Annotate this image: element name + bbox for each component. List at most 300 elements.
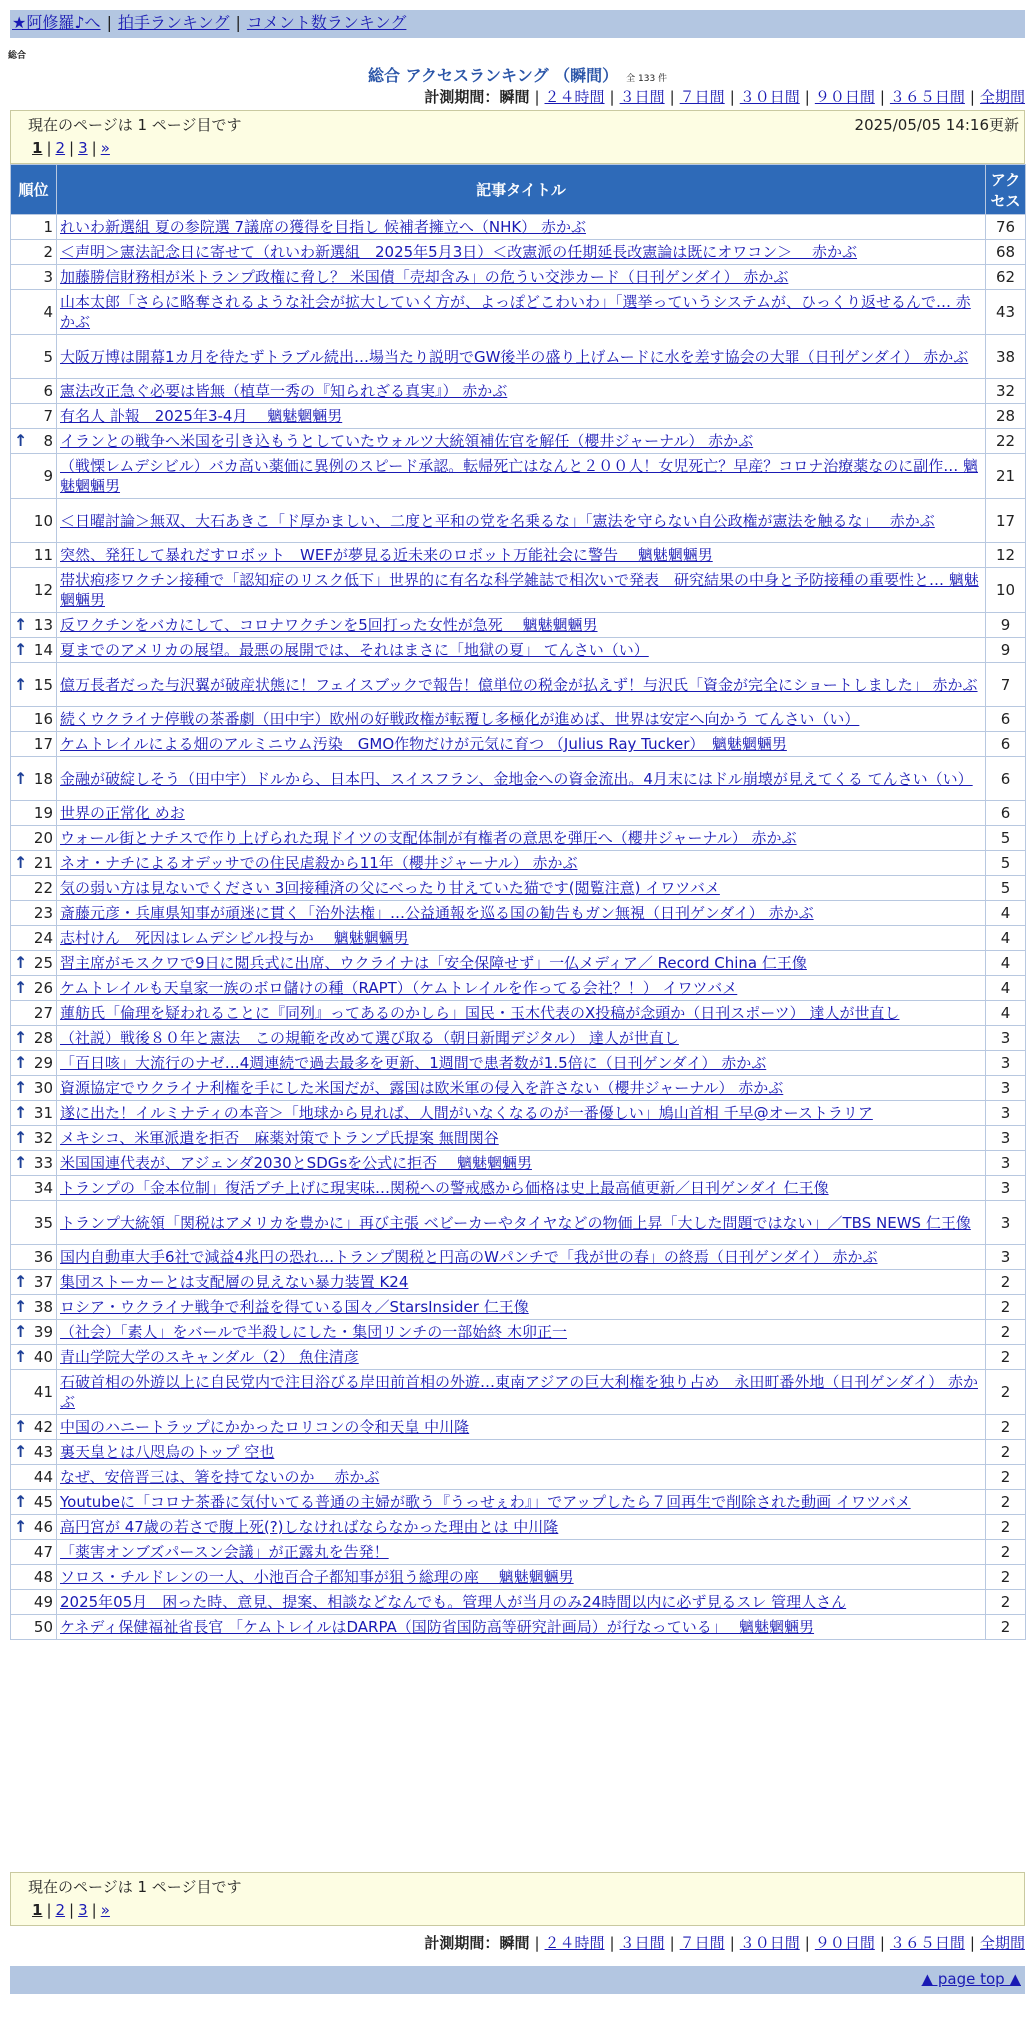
rank-cell xyxy=(11,1615,57,1640)
article-link[interactable]: （社説）戦後８０年と憲法 この規範を改めて選び取る（朝日新聞デジタル） 達人が世直し xyxy=(60,1029,679,1047)
rank-cell xyxy=(11,757,57,801)
total-count: 全 133 件 xyxy=(626,74,668,84)
rank-number: 49 xyxy=(33,1593,53,1611)
article-link[interactable]: ソロス・チルドレンの一人、小池百合子都知事が狙う総理の座 魑魅魍魎男 xyxy=(60,1568,574,1586)
table-row xyxy=(11,707,1026,732)
table-row xyxy=(11,1415,1026,1440)
rank-cell xyxy=(11,543,57,568)
table-row xyxy=(11,951,1026,976)
article-link[interactable]: 突然、発狂して暴れだすロボット WEFが夢見る近未来のロボット万能社会に警告 魑魅魍魎男 xyxy=(60,546,713,564)
rank-number: 26 xyxy=(33,979,53,997)
rank-cell xyxy=(11,1245,57,1270)
rank-number: 5 xyxy=(43,347,53,366)
title-cell xyxy=(57,826,986,851)
rank-number: 28 xyxy=(33,1029,53,1047)
page-link-3[interactable]: 3 xyxy=(78,139,88,157)
article-link[interactable]: ウォール街とナチスで作り上げられた現ドイツの支配体制が有権者の意思を弾圧へ（櫻井ジャーナル） 赤かぶ xyxy=(60,829,797,847)
article-link[interactable]: メキシコ、米軍派遣を拒否 麻薬対策でトランプ氏提案 無間関谷 xyxy=(60,1129,499,1147)
title-cell xyxy=(57,1465,986,1490)
title-cell xyxy=(57,926,986,951)
title-cell xyxy=(57,1615,986,1640)
rank-cell xyxy=(11,1176,57,1201)
table-row xyxy=(11,1540,1026,1565)
title-cell xyxy=(57,613,986,638)
table-row xyxy=(11,638,1026,663)
title-cell xyxy=(57,1590,986,1615)
article-link[interactable]: 有名人 訃報 2025年3-4月 魑魅魍魎男 xyxy=(60,407,343,425)
page-link-»[interactable]: » xyxy=(100,1901,110,1919)
table-row xyxy=(11,663,1026,707)
rank-number: 23 xyxy=(33,904,53,922)
table-row xyxy=(11,429,1026,454)
rank-cell xyxy=(11,1126,57,1151)
access-count: 68 xyxy=(986,240,1026,265)
rank-cell xyxy=(11,1270,57,1295)
up-arrow-icon: ↑ xyxy=(14,1153,28,1172)
access-count: 3 xyxy=(986,1245,1026,1270)
rank-cell xyxy=(11,801,57,826)
rank-number: 8 xyxy=(43,432,53,450)
period-current: 瞬間 xyxy=(499,88,530,106)
access-count: 10 xyxy=(986,568,1026,613)
rank-number: 36 xyxy=(33,1248,53,1266)
article-link[interactable]: Youtubeに「コロナ茶番に気付いてる普通の主婦が歌う『うっせぇわ』」でアップしたら７回再生で削除された動画 イワツバメ xyxy=(60,1493,911,1511)
rank-cell xyxy=(11,826,57,851)
rank-cell xyxy=(11,1051,57,1076)
article-link[interactable]: ネオ・ナチによるオデッサでの住民虐殺から11年（櫻井ジャーナル） 赤かぶ xyxy=(60,854,578,872)
table-row xyxy=(11,379,1026,404)
rank-cell xyxy=(11,1490,57,1515)
page-top-link[interactable]: ▲ page top ▲ xyxy=(921,1970,1021,1988)
period-link-3[interactable]: ３０日間 xyxy=(739,88,800,106)
title-cell xyxy=(57,1001,986,1026)
access-count: 6 xyxy=(986,732,1026,757)
title-cell xyxy=(57,951,986,976)
rank-number: 30 xyxy=(33,1079,53,1097)
rank-cell xyxy=(11,1465,57,1490)
title-cell xyxy=(57,1076,986,1101)
rank-cell xyxy=(11,1440,57,1465)
article-link[interactable]: 金融が破綻しそう（田中宇）ドルから、日本円、スイスフラン、金地金への資金流出。4月末にはドル崩壊が見えてくる てんさい（い） xyxy=(60,769,973,788)
title-cell xyxy=(57,1270,986,1295)
access-count: 76 xyxy=(986,215,1026,240)
article-link[interactable]: 青山学院大学のスキャンダル（2） 魚住清彦 xyxy=(60,1348,359,1366)
access-count: 43 xyxy=(986,290,1026,335)
up-arrow-icon: ↑ xyxy=(14,768,28,788)
pager-bottom: 1 | 2 | 3 | » xyxy=(32,1901,110,1919)
rank-number: 1 xyxy=(43,218,53,236)
period-selector-top: 計測期間：瞬間 | ２４時間 | ３日間 | ７日間 | ３０日間 | ９０日間 | ３６５日間 | 全期間 xyxy=(424,88,1025,106)
period-label: 計測期間： xyxy=(424,88,500,106)
table-row xyxy=(11,1320,1026,1345)
page-link-1[interactable]: 1 xyxy=(32,1901,43,1919)
rank-number: 38 xyxy=(33,1298,53,1316)
period-link-4[interactable]: ９０日間 xyxy=(814,1934,875,1952)
article-link[interactable]: 反ワクチンをバカにして、コロナワクチンを5回打った女性が急死 魑魅魍魎男 xyxy=(60,616,598,634)
title-cell xyxy=(57,976,986,1001)
access-count: 2 xyxy=(986,1540,1026,1565)
rank-cell xyxy=(11,638,57,663)
article-link[interactable]: 2025年05月 困った時、意見、提案、相談などなんでも。管理人が当月のみ24時間以内に必ず見るスレ 管理人さん xyxy=(60,1593,847,1611)
access-count: 38 xyxy=(986,335,1026,379)
rank-cell xyxy=(11,951,57,976)
table-row xyxy=(11,1295,1026,1320)
access-count: 2 xyxy=(986,1320,1026,1345)
article-link[interactable]: 「薬害オンブズパースン会議」が正露丸を告発！ xyxy=(60,1543,389,1561)
table-row xyxy=(11,1590,1026,1615)
up-arrow-icon: ↑ xyxy=(14,1078,28,1097)
article-link[interactable]: （社会）「素人」をバールで半殺しにした・集団リンチの一部始終 木卯正一 xyxy=(60,1323,567,1341)
access-count: 4 xyxy=(986,976,1026,1001)
article-link[interactable]: 国内自動車大手6社で減益4兆円の恐れ…トランプ関税と円高のWパンチで「我が世の春」の終焉（日刊ゲンダイ） 赤かぶ xyxy=(60,1248,878,1266)
article-link[interactable]: 憲法改正急ぐ必要は皆無（植草一秀の『知られざる真実』） 赤かぶ xyxy=(60,382,508,400)
rank-cell xyxy=(11,976,57,1001)
updated-time: 2025/05/05 14:16更新 xyxy=(854,116,1019,134)
title-cell xyxy=(57,404,986,429)
access-count: 4 xyxy=(986,951,1026,976)
period-link-4[interactable]: ９０日間 xyxy=(814,88,875,106)
rank-cell xyxy=(11,1345,57,1370)
article-link[interactable]: 山本太郎「さらに略奪されるような社会が拡大していく方が、よっぽどこわいわ」「選挙っていうシステムが、ひっくり返せるんで… 赤かぶ xyxy=(60,293,971,331)
table-row xyxy=(11,1001,1026,1026)
title-cell xyxy=(57,429,986,454)
period-link-5[interactable]: ３６５日間 xyxy=(889,88,965,106)
rank-cell xyxy=(11,335,57,379)
table-row xyxy=(11,1051,1026,1076)
article-link[interactable]: ロシア・ウクライナ戦争で利益を得ている国々／StarsInsider 仁王像 xyxy=(60,1298,529,1316)
rank-cell xyxy=(11,1515,57,1540)
title-cell xyxy=(57,732,986,757)
article-link[interactable]: れいわ新選組 夏の参院選 7議席の獲得を目指し 候補者擁立へ（NHK） 赤かぶ xyxy=(60,218,586,236)
table-row xyxy=(11,1201,1026,1245)
article-link[interactable]: ＜日曜討論＞無双、大石あきこ「ド厚かましい、二度と平和の党を名乗るな」「憲法を守らない自公政権が憲法を触るな」 赤かぶ xyxy=(60,511,935,530)
rank-cell xyxy=(11,290,57,335)
article-link[interactable]: 蓮舫氏「倫理を疑われることに『同列』ってあるのかしら」国民・玉木代表のX投稿が念頭か（日刊スポーツ） 達人が世直し xyxy=(60,1004,900,1022)
rank-number: 32 xyxy=(33,1129,53,1147)
rank-cell xyxy=(11,901,57,926)
access-count: 6 xyxy=(986,757,1026,801)
up-arrow-icon: ↑ xyxy=(14,1322,28,1341)
article-link[interactable]: 夏までのアメリカの展望。最悪の展開では、それはまさに「地獄の夏」 てんさい（い） xyxy=(60,641,649,659)
title-cell xyxy=(57,638,986,663)
table-row xyxy=(11,1245,1026,1270)
access-count: 2 xyxy=(986,1615,1026,1640)
page-info-bottom xyxy=(10,1872,1025,1926)
article-link[interactable]: 米国国連代表が、アジェンダ2030とSDGsを公式に拒否 魑魅魍魎男 xyxy=(60,1154,532,1172)
rank-cell xyxy=(11,1565,57,1590)
rank-number: 43 xyxy=(33,1443,53,1461)
access-count: 4 xyxy=(986,901,1026,926)
rank-cell xyxy=(11,1320,57,1345)
article-link[interactable]: 石破首相の外遊以上に自民党内で注目浴びる岸田前首相の外遊…東南アジアの巨大利権を独り占め 永田町番外地（日刊ゲンダイ） 赤かぶ xyxy=(60,1373,978,1411)
period-link-3[interactable]: ３０日間 xyxy=(739,1934,800,1952)
article-link[interactable]: トランプ大統領「関税はアメリカを豊かに」再び主張 ベビーカーやタイヤなどの物価上昇「大した問題ではない」／TBS NEWS 仁王像 xyxy=(60,1213,971,1232)
rank-number: 3 xyxy=(43,268,53,286)
table-row xyxy=(11,976,1026,1001)
access-count: 5 xyxy=(986,826,1026,851)
page-link-2[interactable]: 2 xyxy=(55,139,66,157)
title-cell xyxy=(57,851,986,876)
rank-cell xyxy=(11,454,57,499)
title-cell xyxy=(57,1370,986,1415)
article-link[interactable]: ＜声明＞憲法記念日に寄せて（れいわ新選組 2025年5月3日）＜改憲派の任期延長改憲論は既にオワコン＞ 赤かぶ xyxy=(60,243,858,261)
table-row xyxy=(11,613,1026,638)
access-count: 32 xyxy=(986,379,1026,404)
period-selector-bottom: 計測期間：瞬間 | ２４時間 | ３日間 | ７日間 | ３０日間 | ９０日間 | ３６５日間 | 全期間 xyxy=(424,1934,1025,1952)
article-link[interactable]: 気の弱い方は見ないでください 3回接種済の父にべったり甘えていた猫です(閲覧注意) イワツバメ xyxy=(60,879,720,897)
table-row xyxy=(11,290,1026,335)
period-link-2[interactable]: ７日間 xyxy=(679,88,725,106)
access-count: 4 xyxy=(986,1001,1026,1026)
up-arrow-icon: ↑ xyxy=(14,640,28,659)
article-link[interactable]: 斎藤元彦・兵庫県知事が頑迷に貫く「治外法権」…公益通報を巡る国の勧告もガン無視（日刊ゲンダイ） 赤かぶ xyxy=(60,904,814,922)
rank-cell xyxy=(11,1590,57,1615)
header-count: アクセス xyxy=(986,165,1026,215)
table-row xyxy=(11,265,1026,290)
rank-cell xyxy=(11,429,57,454)
page-link-3[interactable]: 3 xyxy=(78,1901,88,1919)
rank-number: 37 xyxy=(33,1273,53,1291)
rank-cell xyxy=(11,1076,57,1101)
page-info-top xyxy=(10,110,1025,164)
period-link-1[interactable]: ３日間 xyxy=(619,1934,665,1952)
rank-cell xyxy=(11,499,57,543)
rank-cell xyxy=(11,926,57,951)
table-row xyxy=(11,1270,1026,1295)
page-link-2[interactable]: 2 xyxy=(55,1901,66,1919)
table-row xyxy=(11,851,1026,876)
article-link[interactable]: 集団ストーカーとは支配層の見えない暴力装置 K24 xyxy=(60,1273,409,1291)
period-link-0[interactable]: ２４時間 xyxy=(544,1934,605,1952)
article-link[interactable]: 志村けん 死因はレムデシビル投与か 魑魅魍魎男 xyxy=(60,929,409,947)
rank-cell xyxy=(11,404,57,429)
rank-number: 11 xyxy=(33,546,53,564)
period-link-6[interactable]: 全期間 xyxy=(979,88,1025,106)
rank-cell xyxy=(11,1101,57,1126)
period-link-5[interactable]: ３６５日間 xyxy=(889,1934,965,1952)
clap-ranking-link[interactable]: 拍手ランキング xyxy=(117,13,230,32)
up-arrow-icon: ↑ xyxy=(14,953,28,972)
article-link[interactable]: 習主席がモスクワで9日に閲兵式に出席、ウクライナは「安全保障せず」一仏メディア／ Record China 仁王像 xyxy=(60,954,807,972)
title-cell xyxy=(57,1126,986,1151)
title-cell xyxy=(57,1101,986,1126)
title-cell xyxy=(57,1201,986,1245)
period-link-6[interactable]: 全期間 xyxy=(979,1934,1025,1952)
table-row xyxy=(11,1465,1026,1490)
title-cell xyxy=(57,568,986,613)
article-link[interactable]: ケムトレイルによる畑のアルミニウム汚染 GMO作物だけが元気に育つ （Julius Ray Tucker） 魑魅魍魎男 xyxy=(60,735,787,753)
rank-number: 50 xyxy=(33,1618,53,1636)
table-row xyxy=(11,826,1026,851)
rank-number: 13 xyxy=(33,616,53,634)
rank-cell xyxy=(11,1370,57,1415)
table-row xyxy=(11,732,1026,757)
table-row xyxy=(11,1151,1026,1176)
rank-number: 16 xyxy=(33,710,53,728)
title-cell xyxy=(57,1490,986,1515)
title-cell xyxy=(57,1320,986,1345)
rank-number: 4 xyxy=(43,303,53,321)
access-count: 2 xyxy=(986,1565,1026,1590)
article-link[interactable]: 「百日咳」大流行のナゼ…4週連続で過去最多を更新、1週間で患者数が1.5倍に（日刊ゲンダイ） 赤かぶ xyxy=(60,1054,767,1072)
up-arrow-icon: ↑ xyxy=(14,1347,28,1366)
table-row xyxy=(11,1565,1026,1590)
home-link[interactable]: ★阿修羅♪へ xyxy=(12,13,101,32)
access-count: 17 xyxy=(986,499,1026,543)
period-link-2[interactable]: ７日間 xyxy=(679,1934,725,1952)
title-cell xyxy=(57,240,986,265)
article-link[interactable]: 大阪万博は開幕1カ月を待たずトラブル続出…場当たり説明でGW後半の盛り上げムードに水を差す協会の大罪（日刊ゲンダイ） 赤かぶ xyxy=(60,347,969,366)
rank-number: 18 xyxy=(33,769,53,788)
rank-number: 12 xyxy=(33,581,53,599)
rank-number: 14 xyxy=(33,641,53,659)
comment-ranking-link[interactable]: コメント数ランキング xyxy=(246,13,407,32)
table-row xyxy=(11,568,1026,613)
up-arrow-icon: ↑ xyxy=(14,1442,28,1461)
article-link[interactable]: トランプの「金本位制」復活ブチ上げに現実味…関税への警戒感から価格は史上最高値更新／日刊ゲンダイ 仁王像 xyxy=(60,1179,829,1197)
rank-number: 35 xyxy=(33,1213,53,1232)
table-row xyxy=(11,1176,1026,1201)
rank-number: 48 xyxy=(33,1568,53,1586)
article-link[interactable]: 裏天皇とは八咫烏のトップ 空也 xyxy=(60,1443,275,1461)
access-count: 2 xyxy=(986,1345,1026,1370)
table-row xyxy=(11,876,1026,901)
rank-cell xyxy=(11,1201,57,1245)
rank-number: 24 xyxy=(33,929,53,947)
access-count: 21 xyxy=(986,454,1026,499)
access-count: 2 xyxy=(986,1415,1026,1440)
up-arrow-icon: ↑ xyxy=(14,615,28,634)
header-title: 記事タイトル xyxy=(57,165,986,215)
rank-number: 34 xyxy=(33,1179,53,1197)
table-row xyxy=(11,1370,1026,1415)
page-title-text: 総合 アクセスランキング （瞬間） xyxy=(367,66,619,85)
article-link[interactable]: 世界の正常化 めお xyxy=(60,804,185,822)
table-row xyxy=(11,335,1026,379)
table-row xyxy=(11,1440,1026,1465)
up-arrow-icon: ↑ xyxy=(14,431,28,450)
up-arrow-icon: ↑ xyxy=(14,1417,28,1436)
table-row xyxy=(11,757,1026,801)
page-link-1[interactable]: 1 xyxy=(32,139,43,157)
table-row xyxy=(11,1515,1026,1540)
rank-number: 10 xyxy=(33,511,53,530)
rank-number: 19 xyxy=(33,804,53,822)
rank-number: 39 xyxy=(33,1323,53,1341)
article-link[interactable]: 帯状疱疹ワクチン接種で「認知症のリスク低下」世界的に有名な科学雑誌で相次いで発表 研究結果の中身と予防接種の重要性と… 魑魅魍魎男 xyxy=(60,571,979,609)
up-arrow-icon: ↑ xyxy=(14,1028,28,1047)
access-count: 6 xyxy=(986,801,1026,826)
rank-cell xyxy=(11,1151,57,1176)
access-count: 3 xyxy=(986,1051,1026,1076)
header-rank: 順位 xyxy=(11,165,57,215)
up-arrow-icon: ↑ xyxy=(14,1272,28,1291)
rank-number: 46 xyxy=(33,1518,53,1536)
pager-top: 1 | 2 | 3 | » xyxy=(32,139,110,157)
period-current: 瞬間 xyxy=(499,1934,530,1952)
access-count: 62 xyxy=(986,265,1026,290)
article-link[interactable]: なぜ、安倍晋三は、箸を持てないのか 赤かぶ xyxy=(60,1468,380,1486)
article-link[interactable]: 高円宮が 47歳の若さで腹上死(?)しなければならなかった理由とは 中川隆 xyxy=(60,1518,559,1536)
article-link[interactable]: 加藤勝信財務相が米トランプ政権に脅し？ 米国債「売却含み」の危うい交渉カード（日刊ゲンダイ） 赤かぶ xyxy=(60,268,789,286)
access-count: 3 xyxy=(986,1026,1026,1051)
title-cell xyxy=(57,1515,986,1540)
rank-cell xyxy=(11,1415,57,1440)
access-count: 2 xyxy=(986,1295,1026,1320)
table-row xyxy=(11,1126,1026,1151)
article-link[interactable]: イランとの戦争へ米国を引き込もうとしていたウォルツ大統領補佐官を解任（櫻井ジャーナル） 赤かぶ xyxy=(60,432,754,450)
rank-cell xyxy=(11,851,57,876)
title-cell xyxy=(57,1051,986,1076)
article-link[interactable]: （戦慄レムデシビル）バカ高い薬価に異例のスピード承認。転帰死亡はなんと２００人！女児死亡？早産？コロナ治療薬なのに副作… 魑魅魍魎男 xyxy=(60,457,978,495)
up-arrow-icon: ↑ xyxy=(14,1128,28,1147)
table-row xyxy=(11,901,1026,926)
table-row xyxy=(11,1026,1026,1051)
category-label: 総合 xyxy=(8,51,27,61)
period-link-1[interactable]: ３日間 xyxy=(619,88,665,106)
article-link[interactable]: 遂に出た！イルミナティの本音＞「地球から見れば、人間がいなくなるのが一番優しい」鳩山首相 千早@オーストラリア xyxy=(60,1104,873,1122)
article-link[interactable]: 中国のハニートラップにかかったロリコンの令和天皇 中川隆 xyxy=(60,1418,470,1436)
title-cell xyxy=(57,215,986,240)
access-count: 2 xyxy=(986,1370,1026,1415)
title-cell xyxy=(57,265,986,290)
title-cell xyxy=(57,379,986,404)
title-cell xyxy=(57,901,986,926)
title-cell xyxy=(57,499,986,543)
rank-number: 31 xyxy=(33,1104,53,1122)
rank-number: 7 xyxy=(43,407,53,425)
up-arrow-icon: ↑ xyxy=(14,1517,28,1536)
rank-number: 41 xyxy=(33,1383,53,1401)
rank-cell xyxy=(11,1001,57,1026)
access-count: 3 xyxy=(986,1151,1026,1176)
rank-number: 17 xyxy=(33,735,53,753)
title-cell xyxy=(57,543,986,568)
access-count: 3 xyxy=(986,1176,1026,1201)
rank-number: 27 xyxy=(33,1004,53,1022)
period-link-0[interactable]: ２４時間 xyxy=(544,88,605,106)
rank-number: 6 xyxy=(43,382,53,400)
table-row xyxy=(11,1101,1026,1126)
access-count: 2 xyxy=(986,1270,1026,1295)
page-link-»[interactable]: » xyxy=(100,139,110,157)
rank-number: 25 xyxy=(33,954,53,972)
rank-number: 44 xyxy=(33,1468,53,1486)
title-cell xyxy=(57,1245,986,1270)
ranking-table xyxy=(10,164,1026,1640)
article-link[interactable]: 億万長者だった与沢翼が破産状態に！フェイスブックで報告！億単位の税金が払えず！与沢氏「資金が完全にショートしました」 赤かぶ xyxy=(60,675,978,694)
access-count: 2 xyxy=(986,1465,1026,1490)
title-cell xyxy=(57,1415,986,1440)
up-arrow-icon: ↑ xyxy=(14,1492,28,1511)
up-arrow-icon: ↑ xyxy=(14,674,28,694)
table-row xyxy=(11,1490,1026,1515)
article-link[interactable]: 続くウクライナ停戦の茶番劇（田中宇）欧州の好戦政権が転覆し多極化が進めば、世界は安定へ向かう てんさい（い） xyxy=(60,710,860,728)
rank-cell xyxy=(11,707,57,732)
table-row xyxy=(11,404,1026,429)
rank-cell xyxy=(11,215,57,240)
rank-number: 33 xyxy=(33,1154,53,1172)
rank-cell xyxy=(11,1540,57,1565)
article-link[interactable]: 資源協定でウクライナ利権を手にした米国だが、露国は欧米軍の侵入を許さない（櫻井ジャーナル） 赤かぶ xyxy=(60,1079,784,1097)
title-cell xyxy=(57,454,986,499)
article-link[interactable]: ケムトレイルも天皇家一族のボロ儲けの種（RAPT）（ケムトレイルを作ってる会社？！） イワツバメ xyxy=(60,979,738,997)
article-link[interactable]: ケネディ保健福祉省長官 「ケムトレイルはDARPA（国防省国防高等研究計画局）が行なっている」 魑魅魍魎男 xyxy=(60,1618,815,1636)
title-cell xyxy=(57,876,986,901)
title-cell xyxy=(57,335,986,379)
rank-cell xyxy=(11,876,57,901)
rank-number: 2 xyxy=(43,243,53,261)
